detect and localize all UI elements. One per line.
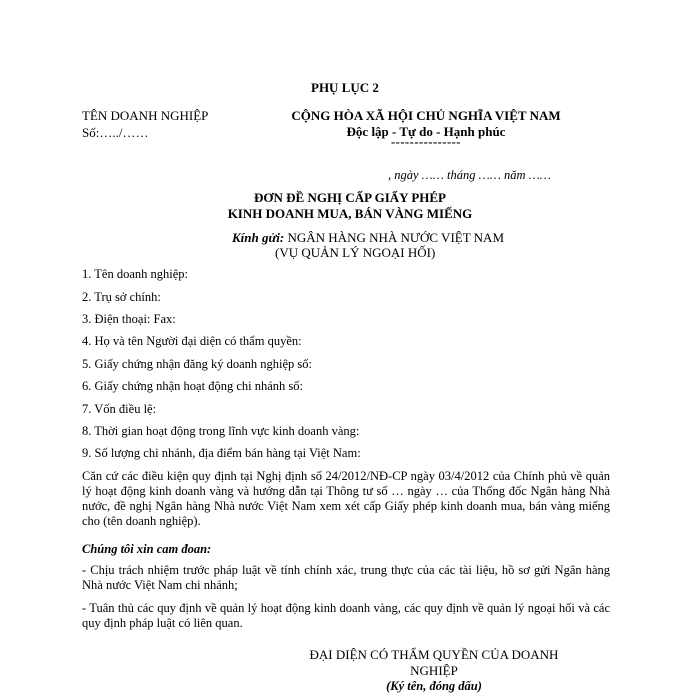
field-branch-count: 9. Số lượng chi nhánh, địa điểm bán hàng tại Việt Nam: [82,446,361,460]
form-title-line-2: KINH DOANH MUA, BÁN VÀNG MIẾNG [227,206,473,221]
signature-note: (Ký tên, đóng dấu) [386,679,482,693]
commitment-item-2: - Tuân thủ các quy định về quản lý hoạt động kinh doanh vàng, các quy định về quản lý ngoại hối và các quy định pháp luật có liên quan. [82,601,610,630]
field-head-office: 2. Trụ sở chính: [82,290,161,304]
recipient-line-2: (VỤ QUẢN LÝ NGOẠI HỐI) [275,245,436,260]
appendix-title: PHỤ LỤC 2 [311,80,379,95]
field-branch-certificate: 6. Giấy chứng nhận hoạt động chi nhánh số: [82,379,303,393]
field-company-name: 1. Tên doanh nghiệp: [82,267,188,281]
recipient-name: NGÂN HÀNG NHÀ NƯỚC VIỆT NAM [287,230,505,245]
recipient-label: Kính gửi: [232,230,285,245]
field-representative: 4. Họ và tên Người đại diện có thẩm quyền: [82,334,302,348]
field-business-registration: 5. Giấy chứng nhận đăng ký doanh nghiệp số: [82,357,312,371]
country-name: CỘNG HÒA XÃ HỘI CHỦ NGHĨA VIỆT NAM [291,108,561,123]
commitment-heading: Chúng tôi xin cam đoan: [82,542,212,556]
field-phone-fax: 3. Điện thoại: Fax: [82,312,176,326]
document-number-label: Số:…../…… [82,125,149,140]
commitment-item-1: - Chịu trách nhiệm trước pháp luật về tính chính xác, trung thực của các tài liệu, hồ sơ gửi Ngân hàng Nhà nước Việt Nam chi nhánh; [82,563,610,592]
recipient-line-1 [232,230,504,246]
company-name-label: TÊN DOANH NGHIỆP [82,108,209,123]
basis-paragraph: Căn cứ các điều kiện quy định tại Nghị định số 24/2012/NĐ-CP ngày 03/4/2012 của Chính phủ về quản lý hoạt động kinh doanh vàng và hướng dẫn tại Thông tư số … ngày … của Thống đốc Ngân hàng Nhà nước, đề nghị Ngân hàng Nhà nước Việt Nam xem xét cấp Giấy phép kinh doanh mua, bán vàng miếng cho (tên doanh nghiệp). [82,469,610,528]
field-operating-time: 8. Thời gian hoạt động trong lĩnh vực kinh doanh vàng: [82,424,360,438]
header-rule: --------------- [391,135,461,149]
date-line: , ngày …… tháng …… năm …… [388,168,551,182]
field-charter-capital: 7. Vốn điều lệ: [82,402,157,416]
signature-title: ĐẠI DIỆN CÓ THẨM QUYỀN CỦA DOANH NGHIỆP [309,647,559,678]
national-motto: Độc lập - Tự do - Hạnh phúc [346,124,506,139]
form-title-line-1: ĐƠN ĐỀ NGHỊ CẤP GIẤY PHÉP [254,190,446,205]
